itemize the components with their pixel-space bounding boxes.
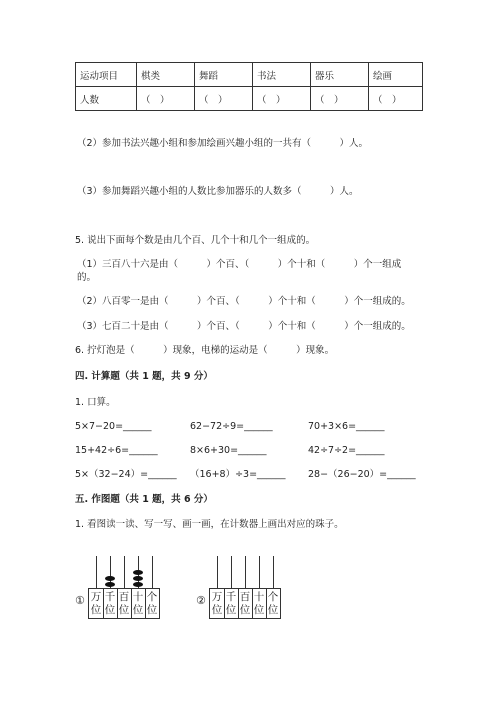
table-header-cell: 舞蹈	[195, 63, 253, 87]
table-header-row	[76, 63, 423, 87]
abacus-bead	[105, 582, 115, 587]
place-name: 个	[146, 591, 158, 603]
table-row	[76, 87, 423, 111]
place-name: 十	[253, 591, 265, 603]
answer-blank[interactable]: （ ）	[253, 87, 311, 111]
place-suffix: 位	[239, 604, 251, 616]
calc-problem: 42÷7÷2=______	[308, 445, 385, 456]
table-header-cell: 书法	[253, 63, 311, 87]
table-header-cell: 运动项目	[76, 63, 137, 87]
place-suffix: 位	[267, 604, 279, 616]
table-row-label: 人数	[76, 87, 137, 111]
abacus-rod	[273, 556, 274, 592]
question-5-title: 5. 说出下面每个数是由几个百、几个十和几个一组成的。	[75, 235, 316, 246]
calc-problem: （16+8）÷3=______	[190, 469, 286, 480]
place-name: 百	[118, 591, 130, 603]
abacus-bead	[133, 576, 143, 581]
calc-problem: 8×6+30=______	[190, 445, 267, 456]
question-5-item-1: （1）三百八十六是由（ ）个百、（ ）个十和（ ）个一组成	[77, 259, 402, 270]
table-header-cell: 棋类	[137, 63, 195, 87]
question-5-item-3: （3）七百二十是由（ ）个百、（ ）个十和（ ）个一组成的。	[77, 321, 411, 332]
place-name: 个	[267, 591, 279, 603]
place-name: 千	[104, 591, 116, 603]
answer-blank[interactable]: （ ）	[195, 87, 253, 111]
abacus-rod	[245, 556, 246, 592]
answer-blank[interactable]: （ ）	[369, 87, 423, 111]
answer-blank[interactable]: （ ）	[137, 87, 195, 111]
question-6: 6. 拧灯泡是（ ）现象，电梯的运动是（ ）现象。	[75, 345, 335, 356]
table-header-cell: 器乐	[311, 63, 369, 87]
place-suffix: 位	[253, 604, 265, 616]
abacus-bead	[105, 576, 115, 581]
abacus-rod	[96, 556, 97, 592]
section-5-heading: 五. 作图题（共 1 题，共 6 分）	[75, 494, 213, 505]
abacus-rod	[231, 556, 232, 592]
place-suffix: 位	[118, 604, 130, 616]
section-4-heading: 四. 计算题（共 1 题，共 9 分）	[75, 371, 213, 382]
abacus-1	[75, 548, 175, 620]
abacus-rod	[259, 556, 260, 592]
place-name: 百	[239, 591, 251, 603]
abacus-rod	[124, 556, 125, 592]
place-suffix: 位	[211, 604, 223, 616]
abacus-rod	[152, 556, 153, 592]
calc-problem: 28−（26−20）=______	[308, 469, 416, 480]
place-name: 十	[132, 591, 144, 603]
question-5-item-2: （2）八百零一是由（ ）个百、（ ）个十和（ ）个一组成的。	[77, 296, 411, 307]
abacus-2[interactable]	[196, 548, 296, 620]
place-name: 万	[211, 591, 223, 603]
calc-problem: 5×（32−24）=______	[75, 469, 177, 480]
abacus-frame	[209, 588, 281, 619]
calc-problem: 62−72÷9=______	[190, 421, 273, 432]
calc-problem: 70+3×6=______	[308, 421, 385, 432]
place-suffix: 位	[225, 604, 237, 616]
place-suffix: 位	[104, 604, 116, 616]
section-5-sub: 1. 看图读一读、写一写、画一画，在计数器上画出对应的珠子。	[75, 519, 344, 530]
abacus-2-label: ②	[196, 594, 206, 607]
abacus-bead	[133, 570, 143, 575]
abacus-rod	[217, 556, 218, 592]
section-4-sub: 1. 口算。	[75, 397, 116, 408]
question-3: （3）参加舞蹈兴趣小组的人数比参加器乐的人数多（ ）人。	[77, 186, 359, 197]
place-suffix: 位	[146, 604, 158, 616]
table-header-cell: 绘画	[369, 63, 423, 87]
place-suffix: 位	[132, 604, 144, 616]
place-name: 千	[225, 591, 237, 603]
place-name: 万	[90, 591, 102, 603]
calc-problem: 15+42÷6=______	[75, 445, 158, 456]
abacus-bead	[133, 582, 143, 587]
sports-table	[75, 62, 423, 111]
calc-problem: 5×7−20=______	[75, 421, 152, 432]
abacus-1-label: ①	[75, 594, 85, 607]
question-5-item-1-cont: 的。	[77, 272, 97, 283]
answer-blank[interactable]: （ ）	[311, 87, 369, 111]
abacus-frame	[88, 588, 160, 619]
place-suffix: 位	[90, 604, 102, 616]
question-2: （2）参加书法兴趣小组和参加绘画兴趣小组的一共有（ ）人。	[77, 138, 369, 149]
